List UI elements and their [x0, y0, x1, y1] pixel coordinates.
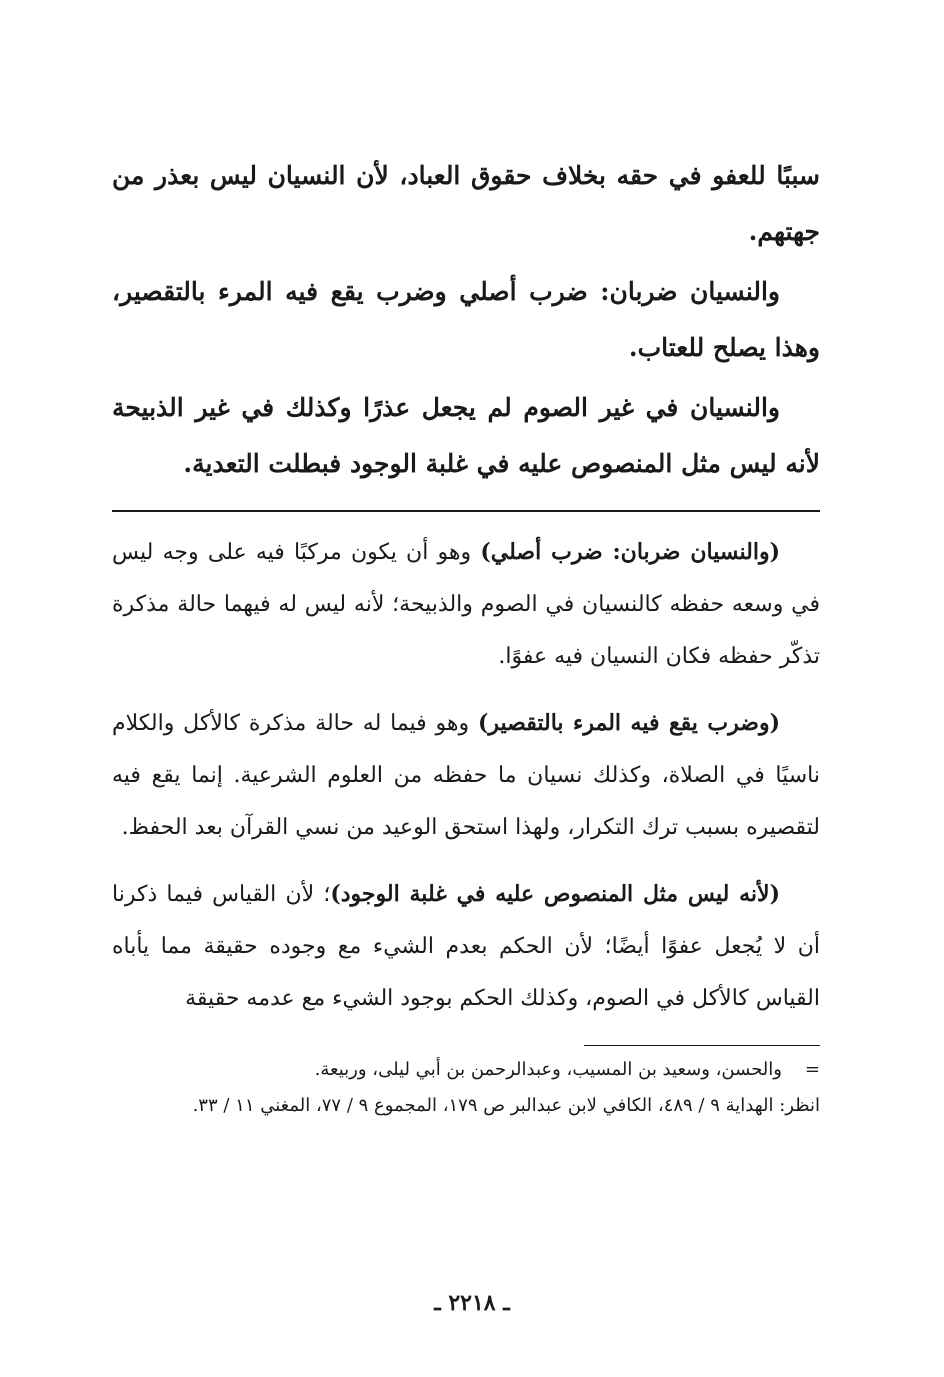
commentary-paragraph-2	[112, 697, 820, 854]
commentary-quote-3: (لأنه ليس مثل المنصوص عليه في غلبة الوجود)	[330, 881, 780, 907]
footnote-divider	[584, 1045, 820, 1046]
footnote-line-2: انظر: الهداية ٩ / ٤٨٩، الكافي لابن عبدالبر ص ١٧٩، المجموع ٩ / ٧٧، المغني ١١ / ٣٣.	[192, 1095, 820, 1116]
page-body	[112, 148, 820, 1124]
commentary-quote-2: (وضرب يقع فيه المرء بالتقصير)	[477, 710, 780, 736]
commentary-text-1: وهو أن يكون مركبًا فيه على وجه ليس في وسعه حفظه كالنسيان في الصوم والذبيحة؛ لأنه ليس له فيهما حالة مذكرة تذكّر حفظه فكان النسيان فيه عفوًا.	[112, 540, 820, 669]
commentary-text-3: ؛ لأن القياس فيما ذكرنا أن لا يُجعل عفوًا أيضًا؛ لأن الحكم بعدم الشيء مع وجوده حقيقة مما يأباه القياس كالأكل في الصوم، وكذلك الحكم بوجود الشيء مع عدمه حقيقة	[112, 882, 820, 1011]
page-number: ـ ٢٢١٨ ـ	[434, 1290, 510, 1316]
main-paragraph-1: سببًا للعفو في حقه بخلاف حقوق العباد، لأن النسيان ليس بعذر من جهتهم.	[112, 161, 820, 246]
text-commentary-divider	[112, 510, 820, 512]
footnotes	[112, 1052, 820, 1124]
commentary-paragraph-1	[112, 526, 820, 683]
main-paragraph-2: والنسيان ضربان: ضرب أصلي وضرب يقع فيه المرء بالتقصير، وهذا يصلح للعتاب.	[112, 277, 820, 362]
footnote-line-1-text: والحسن، وسعيد بن المسيب، وعبدالرحمن بن أبي ليلى، وربيعة.	[314, 1059, 782, 1080]
commentary	[112, 526, 820, 1025]
main-paragraph-3: والنسيان في غير الصوم لم يجعل عذرًا وكذلك في غير الذبيحة لأنه ليس مثل المنصوص عليه في غلبة الوجود فبطلت التعدية.	[112, 393, 820, 478]
main-text	[112, 148, 820, 492]
commentary-paragraph-3	[112, 868, 820, 1025]
footnote-continuation-mark: =	[804, 1059, 820, 1080]
commentary-text-2: وهو فيما له حالة مذكرة كالأكل والكلام ناسيًا في الصلاة، وكذلك نسيان ما حفظه من العلوم الشرعية. إنما يقع فيه لتقصيره بسبب ترك التكرار، ولهذا استحق الوعيد من نسي القرآن بعد الحفظ.	[112, 711, 820, 840]
commentary-quote-1: (والنسيان ضربان: ضرب أصلي)	[480, 539, 780, 565]
footnote-line-1	[112, 1052, 820, 1088]
